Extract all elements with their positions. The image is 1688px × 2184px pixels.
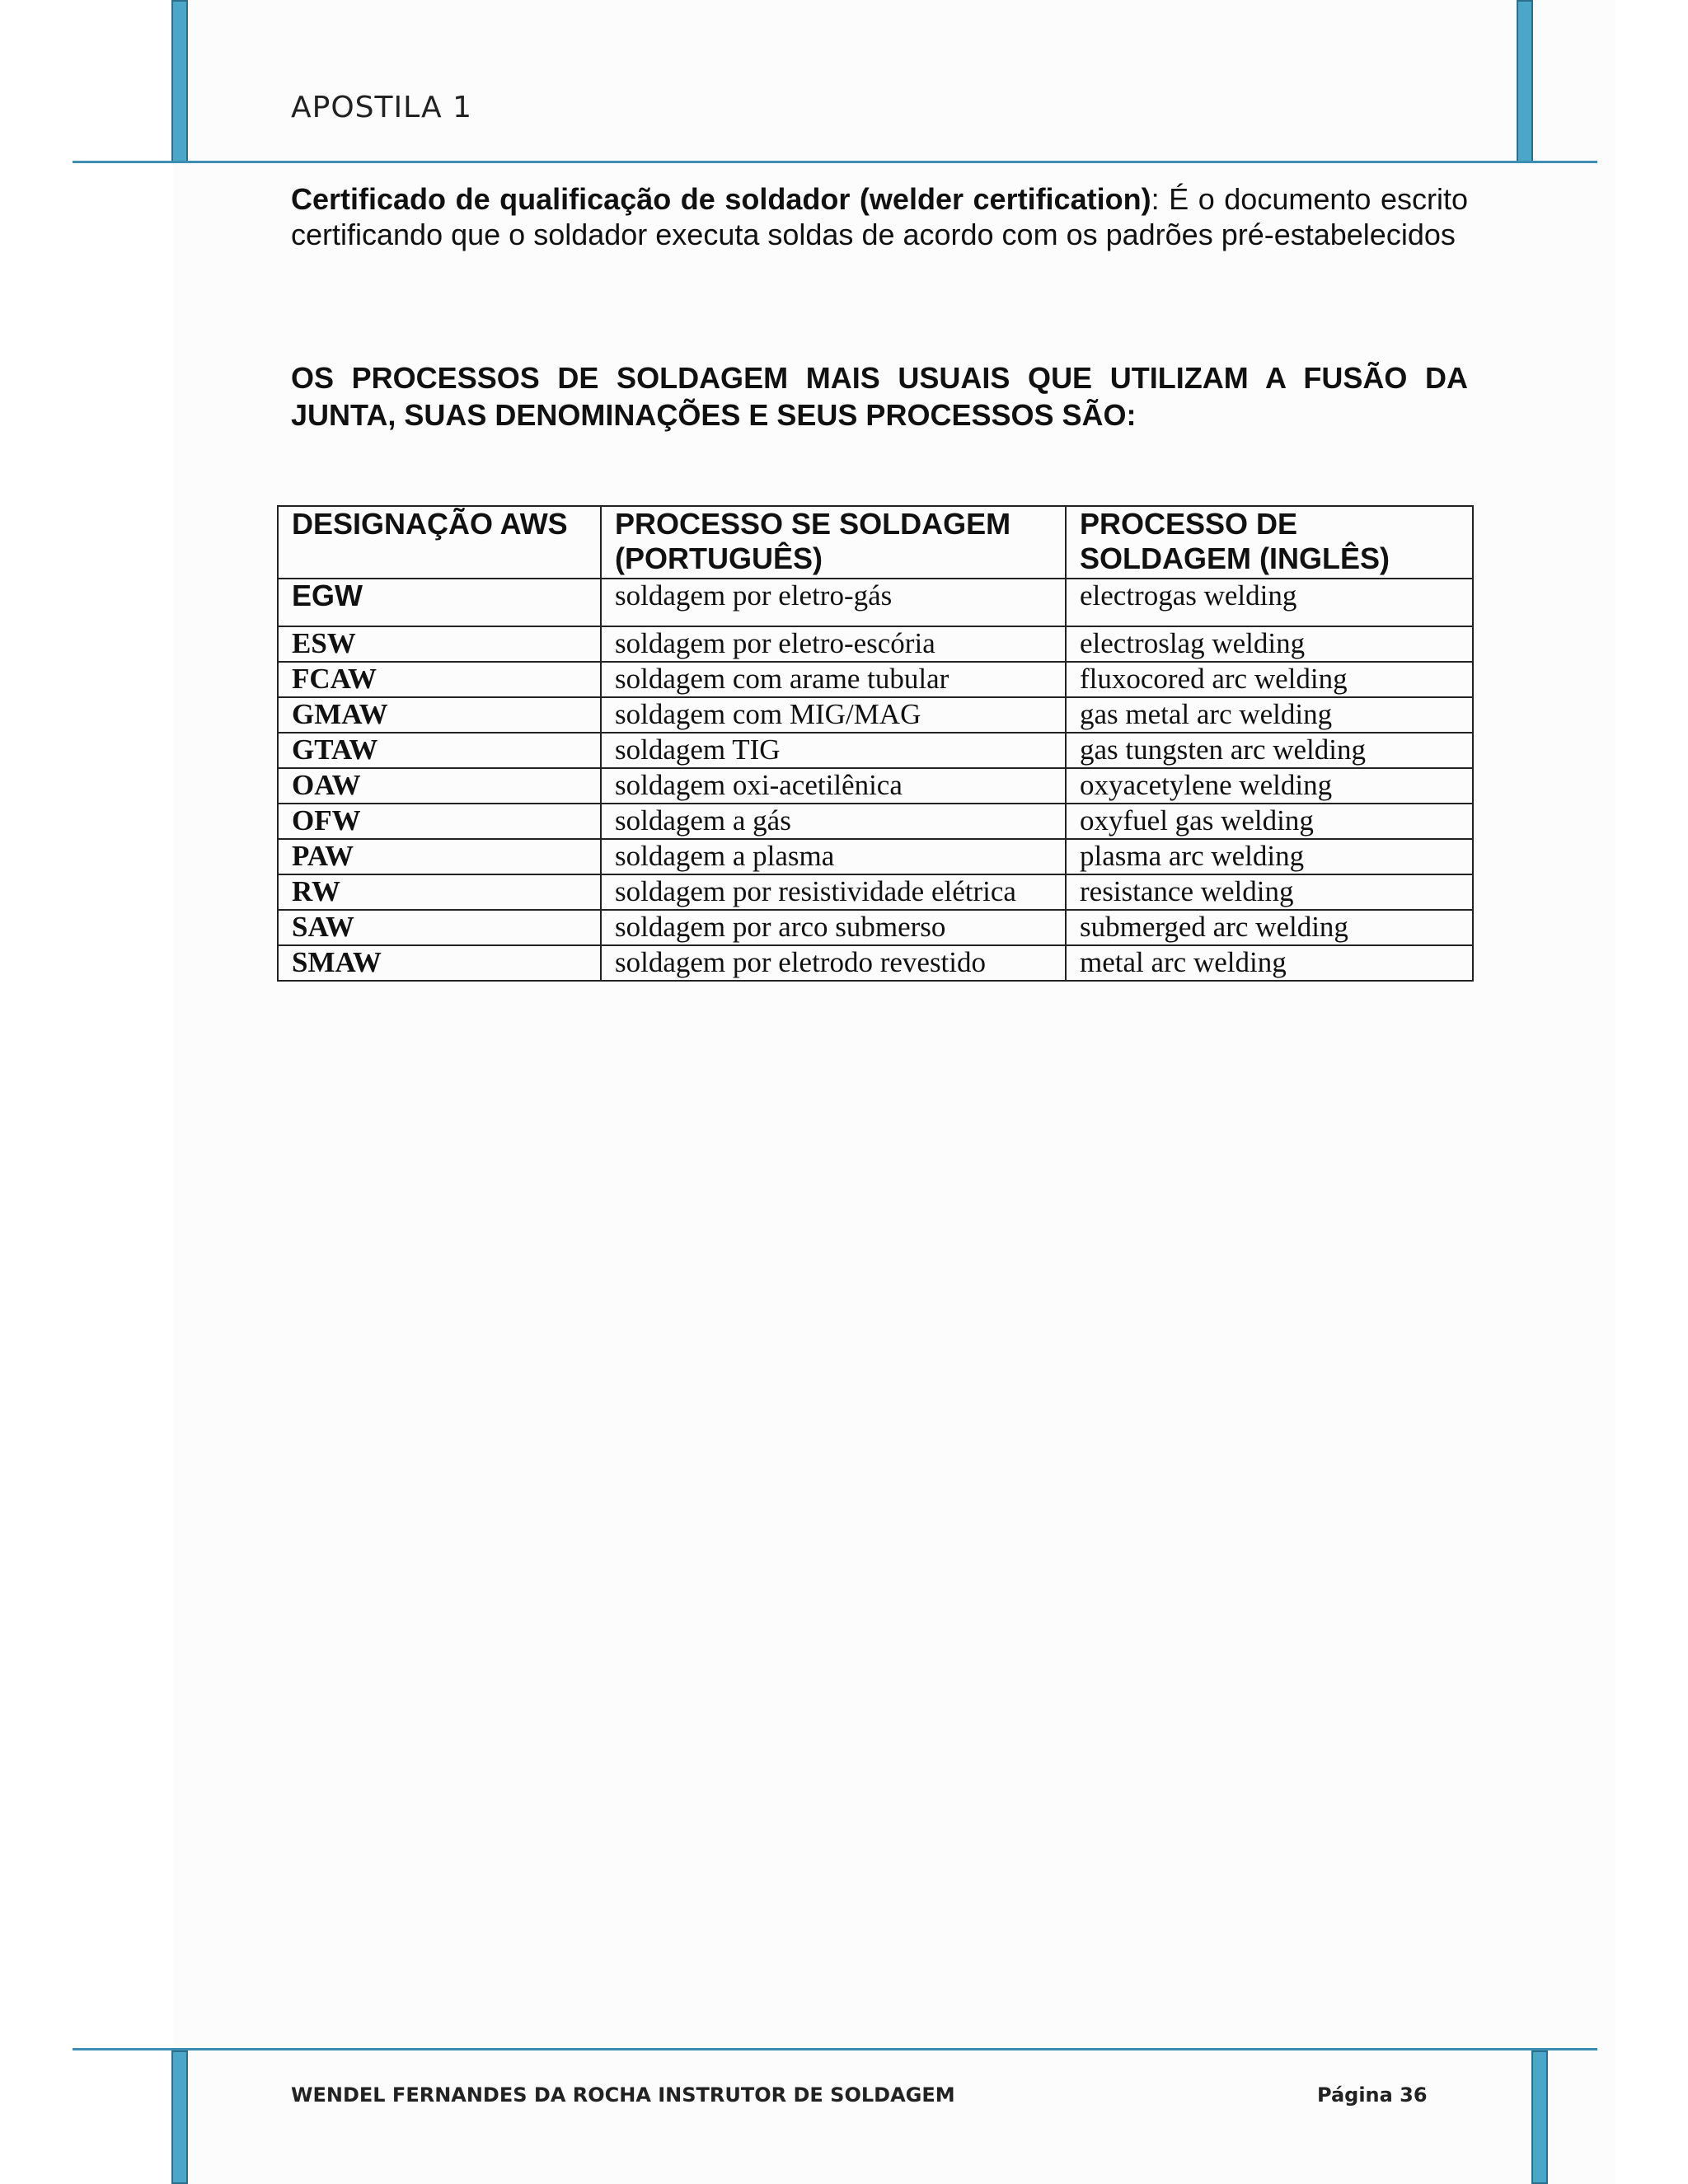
aws-code-cell: PAW <box>278 839 601 874</box>
portuguese-process-cell: soldagem com MIG/MAG <box>601 697 1066 733</box>
english-process-cell: gas tungsten arc welding <box>1066 733 1473 768</box>
running-title: APOSTILA 1 <box>291 91 472 124</box>
portuguese-process-cell: soldagem por eletrodo revestido <box>601 945 1066 981</box>
english-process-cell: gas metal arc welding <box>1066 697 1473 733</box>
footer-right-bar <box>1531 2050 1548 2184</box>
english-process-cell: submerged arc welding <box>1066 910 1473 945</box>
portuguese-process-cell: soldagem a plasma <box>601 839 1066 874</box>
column-header-english: PROCESSO DE SOLDAGEM (INGLÊS) <box>1066 506 1473 579</box>
aws-code-cell: SAW <box>278 910 601 945</box>
footer-author: WENDEL FERNANDES DA ROCHA INSTRUTOR DE SOLDAGEM <box>291 2083 955 2107</box>
english-process-cell: oxyacetylene welding <box>1066 768 1473 804</box>
aws-code-cell: OAW <box>278 768 601 804</box>
page-background <box>173 0 1615 2184</box>
table-row <box>278 697 1473 733</box>
table-row <box>278 910 1473 945</box>
table-row <box>278 804 1473 839</box>
table-row <box>278 945 1473 981</box>
table-row <box>278 839 1473 874</box>
portuguese-process-cell: soldagem TIG <box>601 733 1066 768</box>
header-right-bar <box>1517 0 1533 163</box>
english-process-cell: metal arc welding <box>1066 945 1473 981</box>
aws-code-cell: OFW <box>278 804 601 839</box>
aws-code-cell: FCAW <box>278 662 601 697</box>
aws-code-cell: GMAW <box>278 697 601 733</box>
portuguese-process-cell: soldagem oxi-acetilênica <box>601 768 1066 804</box>
header-left-bar <box>171 0 188 163</box>
table-row <box>278 874 1473 910</box>
table-header-row <box>278 506 1473 579</box>
definition-term: Certificado de qualificação de soldador (welder certification) <box>291 182 1151 216</box>
portuguese-process-cell: soldagem com arame tubular <box>601 662 1066 697</box>
portuguese-process-cell: soldagem por eletro-gás <box>601 579 1066 626</box>
table-row <box>278 626 1473 662</box>
portuguese-process-cell: soldagem por resistividade elétrica <box>601 874 1066 910</box>
definition-text: : É o documento escrito certificando que o soldador executa soldas de acordo com os padrões pré-estabelecidos <box>291 182 1468 251</box>
welding-process-table <box>277 505 1474 982</box>
aws-code-cell: SMAW <box>278 945 601 981</box>
aws-code-cell: EGW <box>278 579 601 626</box>
english-process-cell: oxyfuel gas welding <box>1066 804 1473 839</box>
english-process-cell: plasma arc welding <box>1066 839 1473 874</box>
portuguese-process-cell: soldagem por arco submerso <box>601 910 1066 945</box>
portuguese-process-cell: soldagem a gás <box>601 804 1066 839</box>
table-row <box>278 733 1473 768</box>
footer-rule <box>73 2048 1597 2050</box>
english-process-cell: resistance welding <box>1066 874 1473 910</box>
table-row <box>278 768 1473 804</box>
column-header-portuguese: PROCESSO SE SOLDAGEM (PORTUGUÊS) <box>601 506 1066 579</box>
column-header-aws: DESIGNAÇÃO AWS <box>278 506 601 579</box>
footer-left-bar <box>171 2050 188 2184</box>
aws-code-cell: RW <box>278 874 601 910</box>
aws-code-cell: ESW <box>278 626 601 662</box>
aws-code-cell: GTAW <box>278 733 601 768</box>
page-number: Página 36 <box>1317 2083 1428 2107</box>
english-process-cell: electroslag welding <box>1066 626 1473 662</box>
section-heading: OS PROCESSOS DE SOLDAGEM MAIS USUAIS QUE UTILIZAM A FUSÃO DA JUNTA, SUAS DENOMINAÇÕES E SEUS PROCESSOS SÃO: <box>291 361 1468 432</box>
english-process-cell: electrogas welding <box>1066 579 1473 626</box>
header-rule <box>73 161 1597 163</box>
portuguese-process-cell: soldagem por eletro-escória <box>601 626 1066 662</box>
definition-paragraph <box>291 181 1468 252</box>
table-row <box>278 579 1473 626</box>
english-process-cell: fluxocored arc welding <box>1066 662 1473 697</box>
table-row <box>278 662 1473 697</box>
